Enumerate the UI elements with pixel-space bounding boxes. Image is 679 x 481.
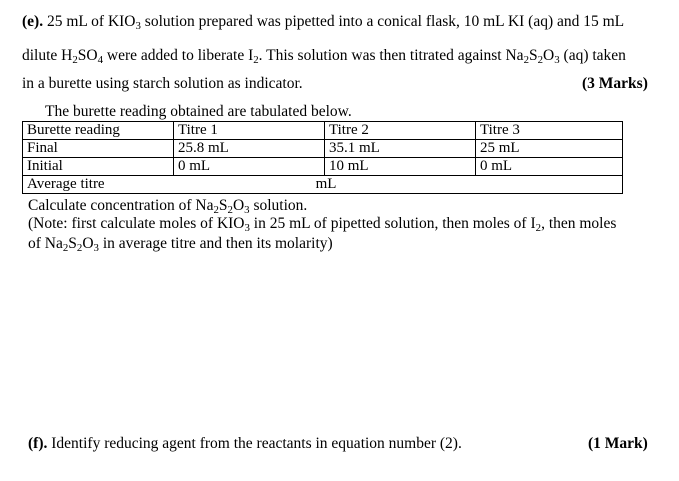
question-e-line-3: in a burette using starch solution as indicator. bbox=[22, 75, 303, 92]
question-e-line-1: (e). 25 mL of $KIO_3$ solution prepared was pipetted into a conical flask, 10 mL KI (aq) and 15 mL bbox=[22, 13, 625, 32]
header-burette-reading: Burette reading bbox=[23, 122, 174, 140]
average-titre-label: Average titre bbox=[27, 176, 105, 192]
header-titre-2: Titre 2 bbox=[325, 122, 476, 140]
note-line-1: (Note: first calculate moles of $KIO_3$ in 25 mL of pipetted solution, then moles of $I_2$, then moles bbox=[28, 215, 617, 234]
question-e-label: (e). bbox=[22, 13, 44, 30]
table-intro: The burette reading obtained are tabulated below. bbox=[45, 103, 352, 120]
table-row-final bbox=[23, 140, 623, 158]
header-titre-1: Titre 1 bbox=[174, 122, 325, 140]
question-f-label: (f). bbox=[28, 435, 48, 452]
table-cell: 35.1 mL bbox=[325, 140, 476, 158]
question-f-marks: (1 Mark) bbox=[588, 435, 648, 452]
question-e-line-2: dilute $H_2SO_4$ were added to liberate $I_2$. This solution was then titrated against $Na_2S_2O_3$ (aq) taken bbox=[22, 47, 626, 66]
table-cell: 0 mL bbox=[174, 158, 325, 176]
note-line-2: of $Na_2S_2O_3$ in average titre and then its molarity) bbox=[28, 235, 333, 254]
table-row-average bbox=[23, 176, 623, 194]
question-f: (f). Identify reducing agent from the reactants in equation number (2). bbox=[28, 435, 462, 452]
average-titre-unit: mL bbox=[315, 176, 337, 192]
table-row-initial bbox=[23, 158, 623, 176]
average-titre-cell bbox=[23, 176, 623, 194]
calc-instruction: Calculate concentration of $Na_2S_2O_3$ solution. bbox=[28, 197, 308, 216]
table-cell: 25.8 mL bbox=[174, 140, 325, 158]
question-e-marks: (3 Marks) bbox=[582, 75, 648, 92]
burette-table bbox=[22, 121, 623, 194]
table-cell: 0 mL bbox=[476, 158, 623, 176]
table-cell: 25 mL bbox=[476, 140, 623, 158]
table-cell: 10 mL bbox=[325, 158, 476, 176]
header-titre-3: Titre 3 bbox=[476, 122, 623, 140]
row-label: Final bbox=[23, 140, 174, 158]
table-header-row bbox=[23, 122, 623, 140]
row-label: Initial bbox=[23, 158, 174, 176]
